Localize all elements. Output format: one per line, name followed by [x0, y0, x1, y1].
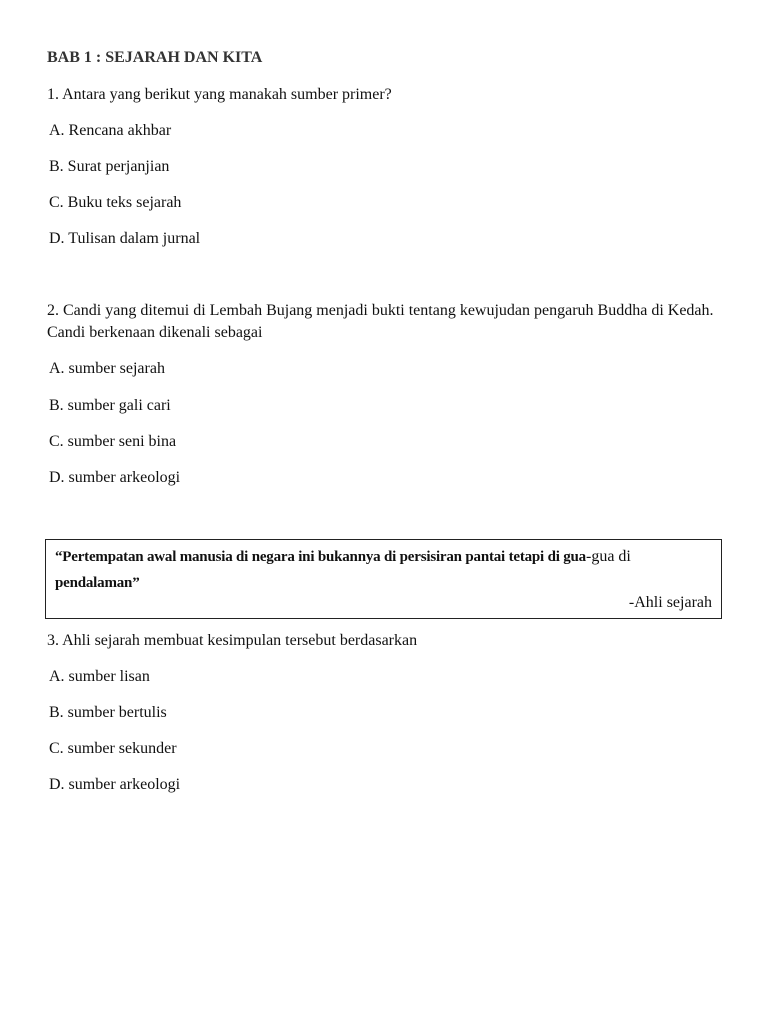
question-2-option-d: D. sumber arkeologi [49, 469, 181, 486]
quote-text [55, 544, 715, 596]
question-3-option-a: A. sumber lisan [49, 668, 150, 685]
chapter-title: BAB 1 : SEJARAH DAN KITA [47, 49, 263, 66]
quote-bold-text-2: pendalaman” [55, 575, 140, 591]
quote-source: -Ahli sejarah [628, 594, 712, 611]
question-3-option-c: C. sumber sekunder [49, 740, 177, 757]
question-2-option-b: B. sumber gali cari [49, 397, 171, 414]
question-3-text: 3. Ahli sejarah membuat kesimpulan tersebut berdasarkan [47, 632, 418, 649]
question-1-text: 1. Antara yang berikut yang manakah sumber primer? [47, 86, 392, 103]
quote-box [45, 539, 722, 619]
question-3-option-b: B. sumber bertulis [49, 704, 167, 721]
question-2-text: 2. Candi yang ditemui di Lembah Bujang menjadi bukti tentang kewujudan pengaruh Buddha di Kedah. Candi berkenaan dikenali sebagai [47, 302, 714, 341]
quote-normal-text: -gua di [585, 548, 631, 565]
question-2-option-a: A. sumber sejarah [49, 360, 165, 377]
quote-bold-text: “Pertempatan awal manusia di negara ini bukannya di persisiran pantai tetapi di gua [55, 549, 586, 565]
question-1-option-c: C. Buku teks sejarah [49, 194, 182, 211]
question-1-option-b: B. Surat perjanjian [49, 158, 170, 175]
question-3-option-d: D. sumber arkeologi [49, 776, 181, 793]
question-2-option-c: C. sumber seni bina [49, 433, 177, 450]
question-1-option-d: D. Tulisan dalam jurnal [49, 230, 201, 247]
question-1-option-a: A. Rencana akhbar [49, 122, 172, 139]
